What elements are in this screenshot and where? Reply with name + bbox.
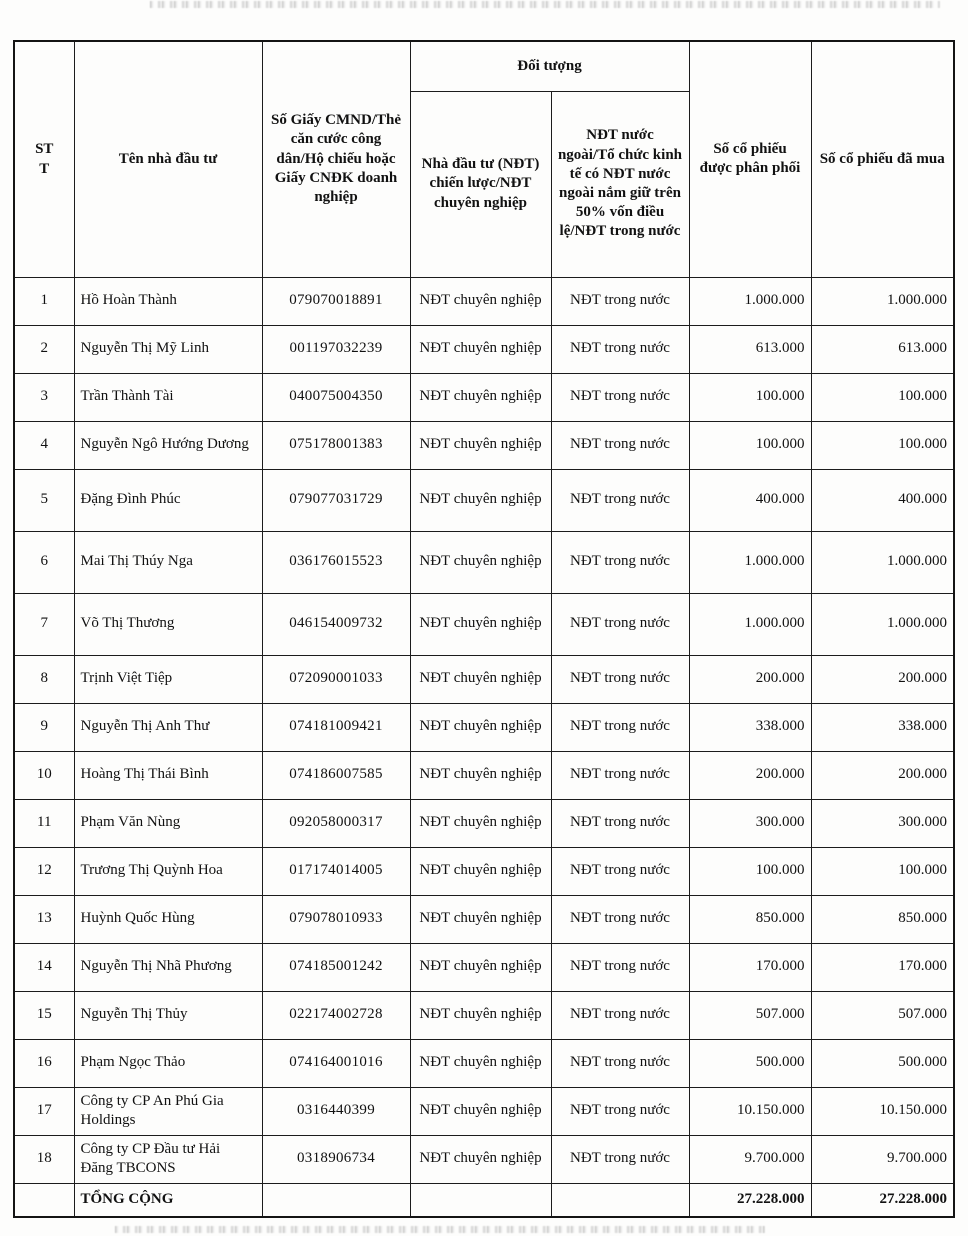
column-header-stt-label: STT	[35, 141, 54, 178]
cell-shares-distributed: 100.000	[689, 421, 811, 469]
table-row	[14, 277, 954, 325]
cell-residency-type: NĐT trong nước	[551, 1135, 689, 1183]
cell-investor-type: NĐT chuyên nghiệp	[410, 799, 551, 847]
column-header-foreign-domestic: NĐT nước ngoài/Tổ chức kinh tế có NĐT nước ngoài nắm giữ trên 50% vốn điều lệ/NĐT trong nước	[551, 91, 689, 277]
total-cell-empty-residency	[551, 1183, 689, 1217]
cell-shares-purchased: 9.700.000	[811, 1135, 954, 1183]
cell-stt: 17	[14, 1087, 74, 1135]
cell-investor-type: NĐT chuyên nghiệp	[410, 895, 551, 943]
table-row	[14, 1087, 954, 1135]
cell-stt: 7	[14, 593, 74, 655]
cell-id-number: 074185001242	[262, 943, 410, 991]
cell-investor-type: NĐT chuyên nghiệp	[410, 1039, 551, 1087]
cell-residency-type: NĐT trong nước	[551, 1087, 689, 1135]
cell-investor-type: NĐT chuyên nghiệp	[410, 421, 551, 469]
cell-residency-type: NĐT trong nước	[551, 751, 689, 799]
cell-stt: 10	[14, 751, 74, 799]
cell-residency-type: NĐT trong nước	[551, 531, 689, 593]
cell-stt: 5	[14, 469, 74, 531]
cell-residency-type: NĐT trong nước	[551, 325, 689, 373]
table-footer	[14, 1183, 954, 1217]
cell-investor-name: Mai Thị Thúy Nga	[74, 531, 262, 593]
table-row	[14, 655, 954, 703]
cell-id-number: 040075004350	[262, 373, 410, 421]
cell-residency-type: NĐT trong nước	[551, 1039, 689, 1087]
cell-shares-distributed: 1.000.000	[689, 277, 811, 325]
cell-stt: 2	[14, 325, 74, 373]
cell-residency-type: NĐT trong nước	[551, 703, 689, 751]
cell-id-number: 079077031729	[262, 469, 410, 531]
cell-shares-purchased: 200.000	[811, 655, 954, 703]
table-row	[14, 593, 954, 655]
table-row	[14, 325, 954, 373]
cell-residency-type: NĐT trong nước	[551, 373, 689, 421]
cell-shares-purchased: 1.000.000	[811, 531, 954, 593]
cell-investor-name: Công ty CP Đầu tư Hải Đăng TBCONS	[74, 1135, 262, 1183]
cell-investor-name: Phạm Văn Nùng	[74, 799, 262, 847]
cell-investor-type: NĐT chuyên nghiệp	[410, 847, 551, 895]
column-header-strategic-professional: Nhà đầu tư (NĐT) chiến lược/NĐT chuyên nghiệp	[410, 91, 551, 277]
cell-shares-purchased: 1.000.000	[811, 277, 954, 325]
cell-id-number: 075178001383	[262, 421, 410, 469]
cell-shares-purchased: 200.000	[811, 751, 954, 799]
cell-shares-purchased: 338.000	[811, 703, 954, 751]
table-row	[14, 469, 954, 531]
column-header-doi-tuong-group: Đối tượng	[410, 41, 689, 91]
total-cell-empty-type	[410, 1183, 551, 1217]
table-row	[14, 799, 954, 847]
cell-stt: 18	[14, 1135, 74, 1183]
cell-investor-type: NĐT chuyên nghiệp	[410, 593, 551, 655]
cell-id-number: 072090001033	[262, 655, 410, 703]
cell-residency-type: NĐT trong nước	[551, 655, 689, 703]
cell-stt: 11	[14, 799, 74, 847]
table-body	[14, 277, 954, 1183]
cell-id-number: 079078010933	[262, 895, 410, 943]
cell-investor-name: Hoàng Thị Thái Bình	[74, 751, 262, 799]
cell-stt: 3	[14, 373, 74, 421]
table-row	[14, 991, 954, 1039]
cell-investor-type: NĐT chuyên nghiệp	[410, 751, 551, 799]
cell-id-number: 074186007585	[262, 751, 410, 799]
cell-residency-type: NĐT trong nước	[551, 593, 689, 655]
cell-investor-name: Nguyễn Thị Thủy	[74, 991, 262, 1039]
cell-stt: 13	[14, 895, 74, 943]
column-header-investor-name: Tên nhà đầu tư	[74, 41, 262, 277]
total-shares-purchased: 27.228.000	[811, 1183, 954, 1217]
cell-shares-purchased: 10.150.000	[811, 1087, 954, 1135]
cropped-text-line-top	[150, 1, 940, 8]
cell-shares-purchased: 507.000	[811, 991, 954, 1039]
table-row	[14, 1135, 954, 1183]
total-cell-empty-id	[262, 1183, 410, 1217]
cell-shares-purchased: 300.000	[811, 799, 954, 847]
cell-id-number: 022174002728	[262, 991, 410, 1039]
cell-stt: 16	[14, 1039, 74, 1087]
cell-residency-type: NĐT trong nước	[551, 799, 689, 847]
table-row	[14, 943, 954, 991]
cell-id-number: 036176015523	[262, 531, 410, 593]
cell-shares-distributed: 1.000.000	[689, 531, 811, 593]
cell-investor-type: NĐT chuyên nghiệp	[410, 277, 551, 325]
cell-stt: 4	[14, 421, 74, 469]
cell-shares-purchased: 100.000	[811, 373, 954, 421]
cell-residency-type: NĐT trong nước	[551, 847, 689, 895]
column-header-shares-distributed: Số cổ phiếu được phân phối	[689, 41, 811, 277]
cell-investor-type: NĐT chuyên nghiệp	[410, 373, 551, 421]
table-row	[14, 703, 954, 751]
cell-investor-name: Phạm Ngọc Thảo	[74, 1039, 262, 1087]
cell-shares-purchased: 1.000.000	[811, 593, 954, 655]
table-row	[14, 847, 954, 895]
cell-shares-distributed: 200.000	[689, 655, 811, 703]
cell-residency-type: NĐT trong nước	[551, 469, 689, 531]
table-row	[14, 531, 954, 593]
cell-id-number: 092058000317	[262, 799, 410, 847]
cell-investor-name: Trịnh Việt Tiệp	[74, 655, 262, 703]
cell-investor-name: Hồ Hoàn Thành	[74, 277, 262, 325]
cell-id-number: 017174014005	[262, 847, 410, 895]
investor-allocation-table	[13, 40, 955, 1218]
cell-residency-type: NĐT trong nước	[551, 421, 689, 469]
cell-investor-name: Trương Thị Quỳnh Hoa	[74, 847, 262, 895]
total-row	[14, 1183, 954, 1217]
cell-shares-distributed: 400.000	[689, 469, 811, 531]
cell-investor-name: Trần Thành Tài	[74, 373, 262, 421]
table-row	[14, 1039, 954, 1087]
cell-shares-distributed: 100.000	[689, 373, 811, 421]
cell-investor-type: NĐT chuyên nghiệp	[410, 1135, 551, 1183]
cell-shares-distributed: 507.000	[689, 991, 811, 1039]
cell-investor-name: Nguyễn Ngô Hướng Dương	[74, 421, 262, 469]
cell-investor-name: Nguyễn Thị Mỹ Linh	[74, 325, 262, 373]
cell-residency-type: NĐT trong nước	[551, 943, 689, 991]
table-row	[14, 895, 954, 943]
cell-shares-distributed: 10.150.000	[689, 1087, 811, 1135]
cell-id-number: 079070018891	[262, 277, 410, 325]
total-label: TỔNG CỘNG	[74, 1183, 262, 1217]
column-header-id-document: Số Giấy CMND/Thẻ căn cước công dân/Hộ chiếu hoặc Giấy CNĐK doanh nghiệp	[262, 41, 410, 277]
cell-id-number: 074181009421	[262, 703, 410, 751]
cell-stt: 15	[14, 991, 74, 1039]
cell-shares-distributed: 100.000	[689, 847, 811, 895]
cell-id-number: 0316440399	[262, 1087, 410, 1135]
cell-investor-name: Đặng Đình Phúc	[74, 469, 262, 531]
table-row	[14, 373, 954, 421]
cell-residency-type: NĐT trong nước	[551, 277, 689, 325]
cell-investor-type: NĐT chuyên nghiệp	[410, 943, 551, 991]
column-header-shares-purchased: Số cổ phiếu đã mua	[811, 41, 954, 277]
cell-stt: 6	[14, 531, 74, 593]
cell-shares-distributed: 170.000	[689, 943, 811, 991]
cell-investor-name: Nguyễn Thị Nhã Phương	[74, 943, 262, 991]
cell-id-number: 0318906734	[262, 1135, 410, 1183]
table-row	[14, 751, 954, 799]
cell-shares-purchased: 850.000	[811, 895, 954, 943]
cell-investor-type: NĐT chuyên nghiệp	[410, 469, 551, 531]
cell-stt: 1	[14, 277, 74, 325]
cell-investor-name: Võ Thị Thương	[74, 593, 262, 655]
cell-stt: 8	[14, 655, 74, 703]
cell-shares-purchased: 100.000	[811, 847, 954, 895]
cell-investor-type: NĐT chuyên nghiệp	[410, 1087, 551, 1135]
cell-investor-type: NĐT chuyên nghiệp	[410, 325, 551, 373]
cell-id-number: 001197032239	[262, 325, 410, 373]
cell-shares-purchased: 100.000	[811, 421, 954, 469]
cell-investor-type: NĐT chuyên nghiệp	[410, 991, 551, 1039]
cell-id-number: 046154009732	[262, 593, 410, 655]
cropped-text-line-bottom	[115, 1226, 765, 1233]
cell-stt: 9	[14, 703, 74, 751]
cell-shares-distributed: 338.000	[689, 703, 811, 751]
cell-investor-name: Nguyễn Thị Anh Thư	[74, 703, 262, 751]
cell-investor-name: Huỳnh Quốc Hùng	[74, 895, 262, 943]
total-shares-distributed: 27.228.000	[689, 1183, 811, 1217]
cell-shares-purchased: 400.000	[811, 469, 954, 531]
cell-stt: 14	[14, 943, 74, 991]
cell-shares-distributed: 850.000	[689, 895, 811, 943]
cell-shares-distributed: 1.000.000	[689, 593, 811, 655]
cell-residency-type: NĐT trong nước	[551, 991, 689, 1039]
cell-investor-type: NĐT chuyên nghiệp	[410, 655, 551, 703]
cell-shares-distributed: 200.000	[689, 751, 811, 799]
cell-shares-distributed: 300.000	[689, 799, 811, 847]
cell-shares-distributed: 9.700.000	[689, 1135, 811, 1183]
cell-shares-distributed: 613.000	[689, 325, 811, 373]
cell-shares-distributed: 500.000	[689, 1039, 811, 1087]
cell-investor-type: NĐT chuyên nghiệp	[410, 531, 551, 593]
header-row-group	[14, 41, 954, 91]
total-cell-empty-stt	[14, 1183, 74, 1217]
cell-shares-purchased: 170.000	[811, 943, 954, 991]
cell-shares-purchased: 613.000	[811, 325, 954, 373]
table-row	[14, 421, 954, 469]
column-header-stt	[14, 41, 74, 277]
cell-shares-purchased: 500.000	[811, 1039, 954, 1087]
cell-residency-type: NĐT trong nước	[551, 895, 689, 943]
cell-stt: 12	[14, 847, 74, 895]
table-header	[14, 41, 954, 277]
cell-investor-name: Công ty CP An Phú Gia Holdings	[74, 1087, 262, 1135]
cell-investor-type: NĐT chuyên nghiệp	[410, 703, 551, 751]
cell-id-number: 074164001016	[262, 1039, 410, 1087]
